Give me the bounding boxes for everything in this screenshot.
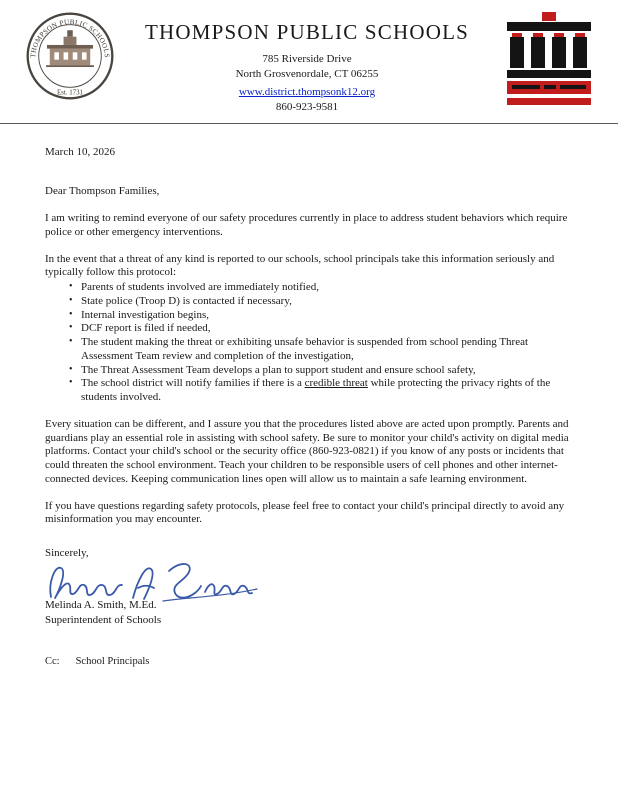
bullet-item: [67, 322, 573, 336]
signer-name: Melinda A. Smith, M.Ed.: [45, 598, 157, 611]
paragraph-intro: I am writing to remind everyone of our safety procedures currently in place to address student behaviors which require police or other emergency interventions.: [45, 212, 568, 238]
letter-date: March 10, 2026: [45, 145, 115, 158]
paragraph-protocol: In the event that a threat of any kind is reported to our schools, school principals take this information seriously and typically follow this protocol:: [45, 252, 555, 279]
bullet-text: Internal investigation begins,: [81, 308, 209, 321]
district-crest-icon: [496, 10, 594, 110]
website-link[interactable]: www.district.thompsonk12.org: [238, 85, 376, 98]
phone-number: 860-923-9581: [275, 100, 339, 113]
bullet-item: [67, 295, 573, 309]
school-seal-icon: [24, 10, 118, 107]
district-crest-svg: [504, 12, 594, 110]
bullet-item: [67, 309, 573, 323]
bullet-text: Parents of students involved are immediately notified,: [81, 281, 319, 294]
signer-title: Superintendent of Schools: [45, 613, 162, 626]
school-name: THOMPSON PUBLIC SCHOOLS: [145, 20, 469, 44]
closing: Sincerely,: [45, 547, 89, 560]
paragraph-questions: If you have questions regarding safety protocols, please feel free to contact your child's principal directly to avoid any misinformation you may encounter.: [45, 499, 565, 526]
cc-line: [45, 655, 573, 668]
letterhead-center: [118, 10, 496, 115]
cc-value: School Principals: [75, 656, 150, 668]
bullet-text: The student making the threat or exhibiting unsafe behavior is suspended from school pending Threat Assessment Team review and completion of the investigation,: [81, 336, 529, 362]
bullet-text: State police (Troop D) is contacted if necessary,: [81, 294, 292, 307]
letter-body: [0, 146, 618, 669]
salutation: Dear Thompson Families,: [45, 185, 160, 198]
bullet-text: DCF report is filed if needed,: [81, 322, 211, 335]
credible-threat-underlined: credible threat: [304, 377, 368, 390]
paragraph-safety: Every situation can be different, and I assure you that the procedures listed above are acted upon promptly. Parents and guardians play an essential role in assisting with school safety. Be sure to monitor your child's activity on digital media platforms. Contact your child's school or the security office (860-923-0821) if you know of any posts or incidents that could threaten the school environment. Teach your children to be responsible users of cell phones and other internet-connected devices. Keeping communication lines open will allow us to maintain a safe learning environment.: [45, 417, 569, 485]
letterhead: [0, 0, 618, 124]
bullet-item: [67, 364, 573, 378]
bullet-item: [67, 377, 573, 405]
address-line-2: North Grosvenordale, CT 06255: [235, 67, 379, 80]
cc-label: Cc:: [45, 656, 60, 668]
bullet-item: [67, 281, 573, 295]
school-seal-svg: [24, 10, 116, 102]
address-line-1: 785 Riverside Drive: [262, 53, 352, 65]
bullet-text-pre: The school district will notify families if there is a: [81, 377, 305, 390]
bullet-item: [67, 336, 573, 364]
seal-ring-text: THOMPSON PUBLIC SCHOOLS: [29, 18, 111, 59]
bullet-text: The Threat Assessment Team develops a plan to support student and ensure school safety,: [81, 363, 476, 376]
bullet-text-post: while protecting the privacy rights of the students involved.: [81, 377, 551, 404]
seal-est-text: Est. 1731: [56, 89, 84, 97]
protocol-bullet-list: [67, 281, 573, 405]
